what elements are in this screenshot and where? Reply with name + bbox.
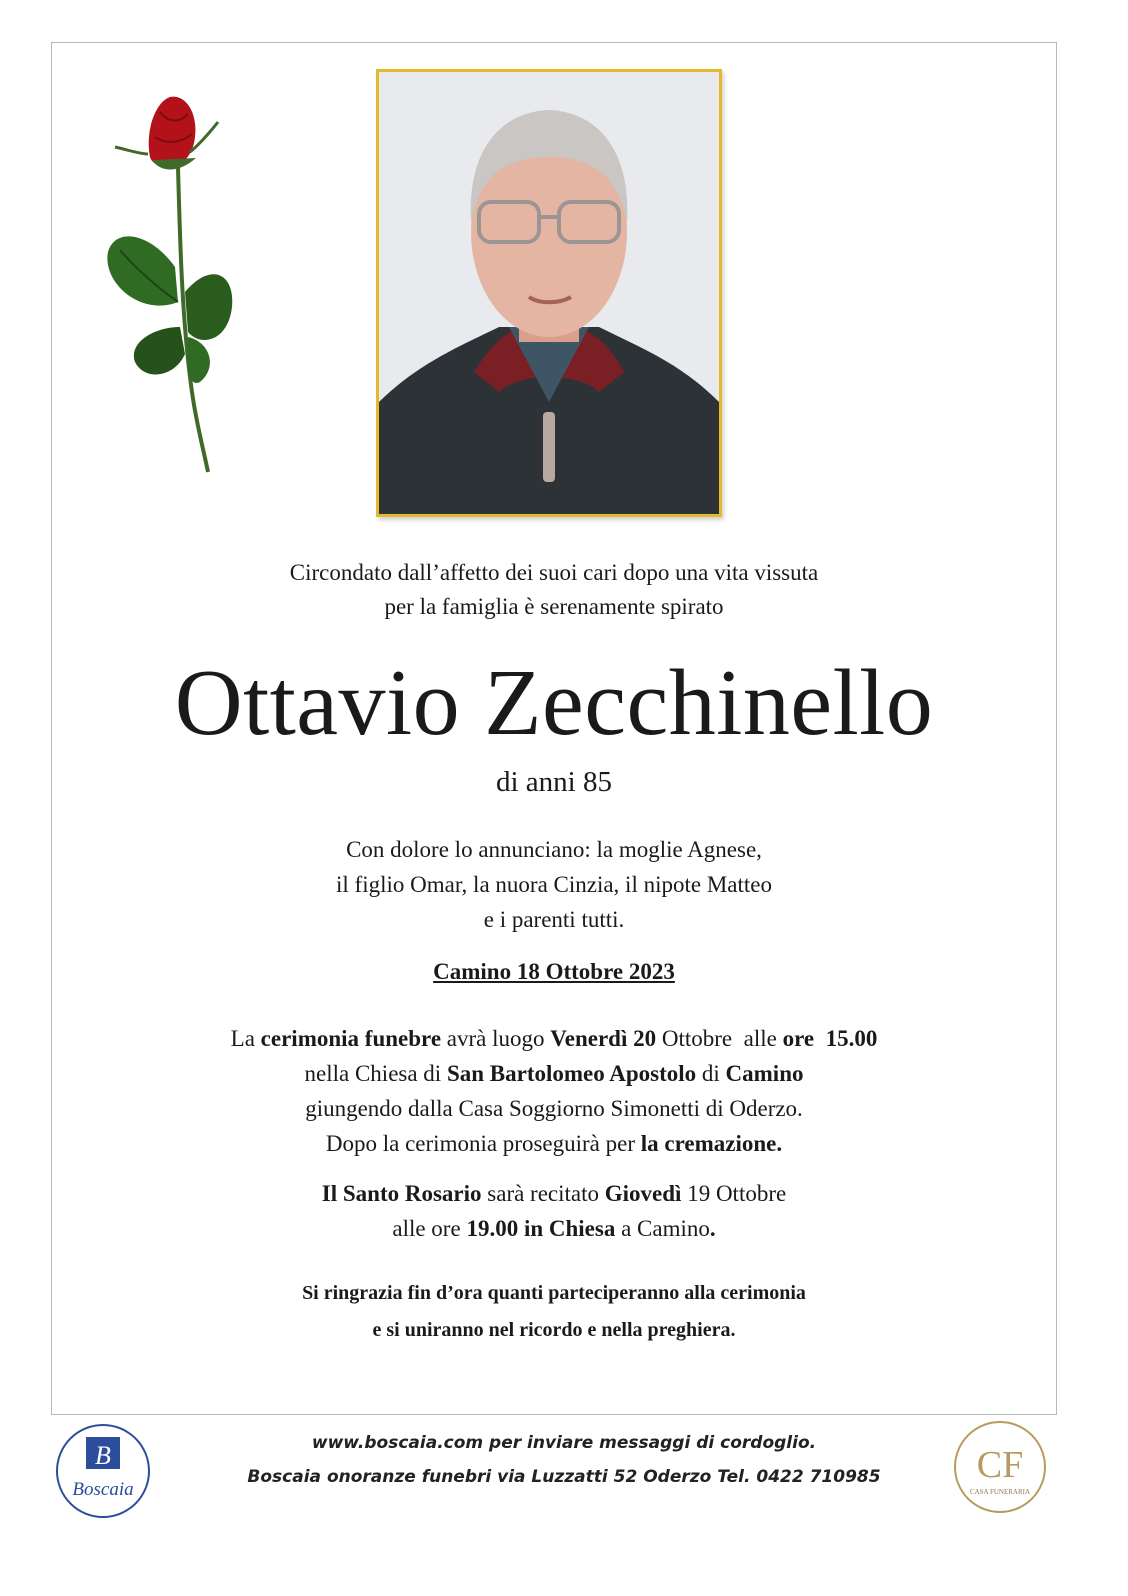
- boscaia-logo-name: Boscaia: [72, 1479, 134, 1500]
- announcement-line: il figlio Omar, la nuora Cinzia, il nipote Matteo: [336, 872, 772, 897]
- ceremony-info: [51, 1021, 1057, 1161]
- ceremony-line: nella Chiesa di San Bartolomeo Apostolo di Camino: [304, 1061, 804, 1086]
- portrait-photo: [376, 69, 722, 517]
- ceremony-line: La cerimonia funebre avrà luogo Venerdì 20 Ottobre alle ore 15.00: [230, 1026, 878, 1051]
- announcement-text: [51, 832, 1057, 937]
- announcement-line: e i parenti tutti.: [483, 907, 625, 932]
- ceremony-line: giungendo dalla Casa Soggiorno Simonetti di Oderzo.: [305, 1096, 803, 1121]
- boscaia-logo-letter: B: [95, 1441, 111, 1470]
- rosary-info: [51, 1176, 1057, 1246]
- intro-line: Circondato dall’affetto dei suoi cari dopo una vita vissuta: [289, 560, 819, 585]
- casa-funeraria-letters: CF: [976, 1444, 1024, 1486]
- ceremony-line: Dopo la cerimonia proseguirà per la cremazione.: [325, 1131, 783, 1156]
- footer-website: www.boscaia.com per inviare messaggi di cordoglio.: [311, 1433, 817, 1453]
- rosary-line: alle ore 19.00 in Chiesa a Camino.: [392, 1216, 716, 1241]
- place-date-text: Camino 18 Ottobre 2023: [433, 959, 675, 984]
- deceased-age: di anni 85: [496, 766, 612, 798]
- rose-icon: [100, 92, 240, 477]
- casa-funeraria-logo: [953, 1420, 1047, 1514]
- casa-funeraria-caption: CASA FUNERARIA: [969, 1488, 1031, 1496]
- thanks-line: e si uniranno nel ricordo e nella preghiera.: [372, 1319, 736, 1341]
- deceased-name: Ottavio Zecchinello: [174, 651, 934, 755]
- footer-address: Boscaia onoranze funebri via Luzzatti 52 Oderzo Tel. 0422 710985: [247, 1467, 881, 1487]
- rosary-line: Il Santo Rosario sarà recitato Giovedì 19 Ottobre: [321, 1181, 787, 1206]
- place-date: [51, 955, 1057, 989]
- intro-line: per la famiglia è serenamente spirato: [384, 594, 724, 619]
- announcement-line: Con dolore lo annunciano: la moglie Agnese,: [346, 837, 762, 862]
- thanks-text: [51, 1275, 1057, 1349]
- intro-text: [51, 556, 1057, 624]
- thanks-line: Si ringrazia fin d’ora quanti parteciperanno alla cerimonia: [302, 1282, 806, 1304]
